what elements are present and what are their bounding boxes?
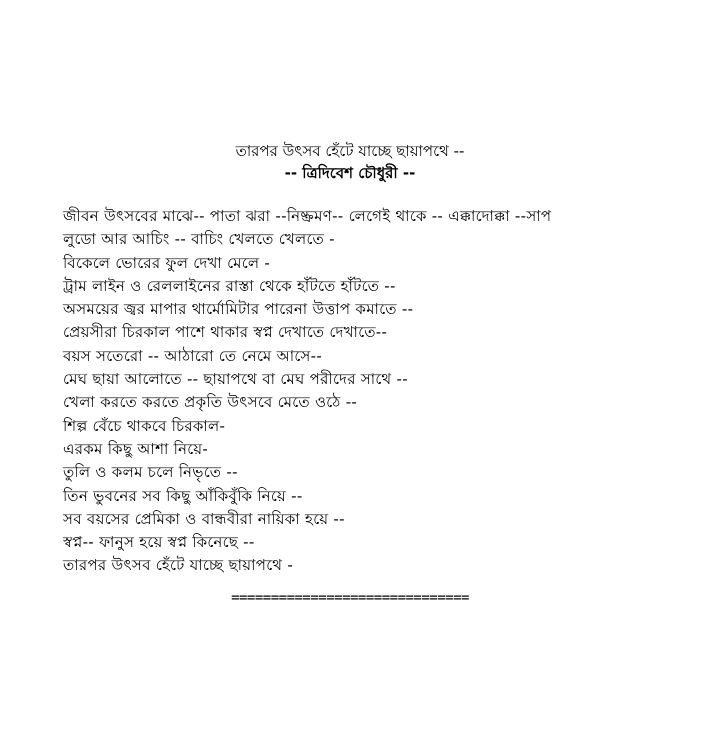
poem-line: তুলি ও কলম চলে নিভৃতে -- bbox=[63, 463, 238, 482]
poem-line: বিকেলে ভোরের ফুল দেখা মেলে - bbox=[63, 253, 271, 272]
poem-line: জীবন উৎসবের মাঝে-- পাতা ঝরা --নিষ্ক্রমণ-- লেগেই থাকে -- এক্কাদোক্কা --সাপ bbox=[63, 207, 552, 225]
poem-line: বয়স সতেরো -- আঠারো তে নেমে আসে-- bbox=[63, 346, 323, 365]
poem-author: -- ত্রিদিবেশ চৌধুরী -- bbox=[284, 164, 416, 182]
poem-line: স্বপ্ন-- ফানুস হয়ে স্বপ্ন কিনেছে -- bbox=[63, 533, 255, 552]
poem-line: ট্রাম লাইন ও রেললাইনের রাস্তা থেকে হাঁটতে হাঁটতে -- bbox=[63, 276, 396, 295]
poem-body bbox=[63, 205, 703, 578]
poem-line: মেঘ ছায়া আলোতে -- ছায়াপথে বা মেঘ পরীদের সাথে -- bbox=[63, 370, 408, 389]
separator-rule: ============================== bbox=[231, 590, 469, 606]
poem-line: শিল্প বেঁচে থাকবে চিরকাল- bbox=[63, 416, 226, 435]
poem-line: তারপর উৎসব হেঁটে যাচ্ছে ছায়াপথে - bbox=[63, 556, 294, 575]
poem-line: খেলা করতে করতে প্রকৃতি উৎসবে মেতে ওঠে -- bbox=[63, 393, 358, 412]
poem-line: অসময়ের জ্বর মাপার থার্মোমিটার পারেনা উত্তাপ কমাতে -- bbox=[63, 300, 414, 319]
poem-title: তারপর উৎসব হেঁটে যাচ্ছে ছায়াপথে -- bbox=[235, 142, 465, 160]
poem-line: তিন ভুবনের সব কিছু আঁকিবুঁকি নিয়ে -- bbox=[63, 486, 303, 505]
poem-line: প্রেয়সীরা চিরকাল পাশে থাকার স্বপ্ন দেখাতে দেখাতে-- bbox=[63, 323, 388, 342]
poem-line: লুডো আর আচিং -- বাচিং খেলতে খেলতে - bbox=[63, 230, 335, 249]
poem-line: সব বয়সের প্রেমিকা ও বান্ধবীরা নায়িকা হয়ে -- bbox=[63, 509, 345, 528]
poem-line: এরকম কিছু আশা নিয়ে- bbox=[63, 439, 209, 458]
